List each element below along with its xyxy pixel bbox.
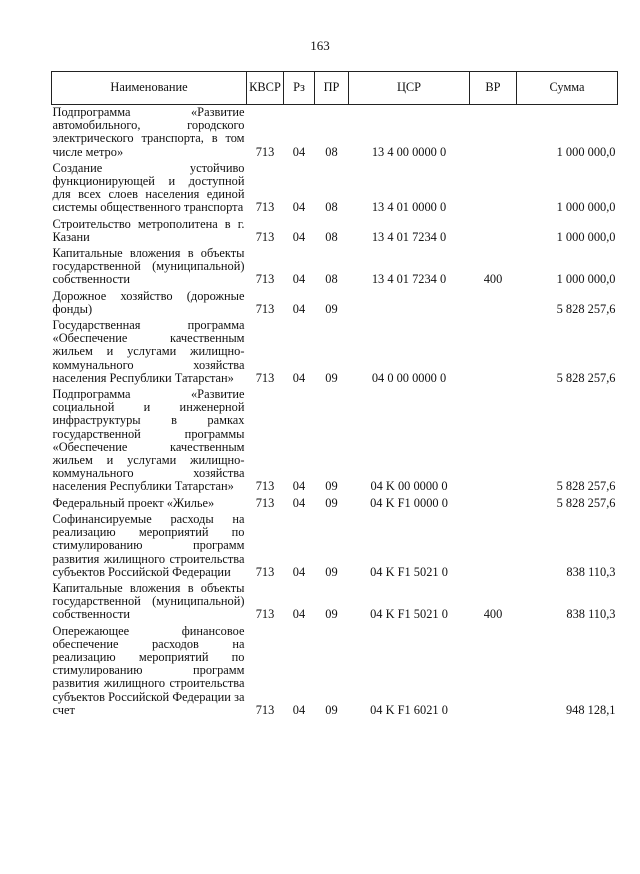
row-kvsr: 713 — [255, 272, 275, 287]
row-vr — [470, 318, 517, 387]
row-kvsr: 713 — [255, 607, 275, 622]
table-row — [52, 387, 618, 496]
row-rz: 04 — [292, 200, 306, 215]
table-row — [52, 161, 618, 217]
row-pr: 09 — [325, 301, 338, 316]
row-name: Создание устойчиво функционирующей и доступной для всех слоев населения единой системы общественного транспорта — [52, 160, 245, 215]
row-csr: 04 K 00 0000 0 — [370, 479, 448, 494]
row-kvsr: 713 — [255, 144, 275, 159]
row-pr: 09 — [325, 479, 338, 494]
row-name: Федеральный проект «Жилье» — [52, 495, 215, 510]
row-vr — [470, 624, 517, 719]
header-csr: ЦСР — [349, 72, 470, 105]
row-pr: 09 — [325, 370, 338, 385]
page-number: 163 — [310, 38, 330, 53]
row-kvsr: 713 — [255, 495, 275, 510]
row-sum: 838 110,3 — [566, 564, 616, 579]
row-pr: 09 — [325, 495, 338, 510]
row-sum: 5 828 257,6 — [556, 495, 616, 510]
table-row — [52, 217, 618, 246]
row-name: Подпрограмма «Развитие автомобильного, городского электрического транспорта, в том числе метро» — [52, 105, 245, 159]
row-vr — [470, 387, 517, 496]
header-vr: ВР — [470, 72, 517, 105]
row-sum: 5 828 257,6 — [556, 479, 616, 494]
row-kvsr: 713 — [255, 229, 275, 244]
row-kvsr: 713 — [255, 479, 275, 494]
row-vr — [470, 105, 517, 161]
row-name: Государственная программа «Обеспечение качественным жильем и услугами жилищно-коммунального хозяйства населения Республики Татарстан» — [52, 318, 245, 385]
table-row — [52, 289, 618, 318]
header-name: Наименование — [52, 72, 247, 105]
row-name: Опережающее финансовое обеспечение расходов на реализацию мероприятий по стимулированию программ развития жилищного строительства субъектов Российской Федерации за счет — [52, 623, 245, 717]
row-vr — [470, 217, 517, 246]
row-name: Строительство метрополитена в г. Казани — [52, 216, 245, 244]
row-vr — [470, 512, 517, 581]
table-row — [52, 581, 618, 624]
table-row — [52, 496, 618, 512]
row-name: Софинансируемые расходы на реализацию мероприятий по стимулированию программ развития жилищного строительства субъектов Российской Федерации — [52, 511, 245, 579]
row-pr: 09 — [325, 702, 338, 717]
row-kvsr: 713 — [255, 564, 275, 579]
row-name: Дорожное хозяйство (дорожные фонды) — [52, 288, 245, 316]
header-kvsr: КВСР — [247, 72, 284, 105]
row-rz: 04 — [292, 272, 306, 287]
row-rz: 04 — [292, 564, 306, 579]
row-pr: 08 — [325, 200, 338, 215]
row-vr: 400 — [483, 272, 503, 287]
row-rz: 04 — [292, 301, 306, 316]
row-pr: 08 — [325, 144, 338, 159]
row-sum: 1 000 000,0 — [556, 229, 616, 244]
row-kvsr: 713 — [255, 301, 275, 316]
row-rz: 04 — [292, 607, 306, 622]
row-csr: 04 K F1 5021 0 — [370, 607, 448, 622]
header-sum: Сумма — [517, 72, 618, 105]
table-row — [52, 512, 618, 581]
row-vr — [470, 161, 517, 217]
row-vr: 400 — [483, 607, 503, 622]
row-name: Капитальные вложения в объекты государственной (муниципальной) собственности — [52, 580, 245, 622]
row-csr: 13 4 01 7234 0 — [371, 229, 447, 244]
header-rz: Рз — [284, 72, 315, 105]
row-name: Подпрограмма «Развитие социальной и инженерной инфраструктуры в рамках государственной программы «Обеспечение качественным жильем и услугами жилищно-коммунального хозяйства населения Республики Татарстан» — [52, 387, 245, 494]
row-vr — [470, 496, 517, 512]
table-body — [52, 105, 618, 719]
table-header-row — [52, 72, 618, 105]
header-pr: ПР — [315, 72, 349, 105]
row-rz: 04 — [292, 229, 306, 244]
row-pr: 09 — [325, 607, 338, 622]
row-sum: 5 828 257,6 — [556, 370, 616, 385]
row-sum: 5 828 257,6 — [556, 301, 616, 316]
row-sum: 948 128,1 — [565, 702, 616, 717]
table-row — [52, 246, 618, 289]
row-kvsr: 713 — [255, 370, 275, 385]
row-rz: 04 — [292, 479, 306, 494]
row-rz: 04 — [292, 702, 306, 717]
row-csr: 04 0 00 0000 0 — [371, 370, 447, 385]
row-kvsr: 713 — [255, 200, 275, 215]
row-sum: 1 000 000,0 — [556, 200, 616, 215]
row-csr: 13 4 01 0000 0 — [371, 200, 447, 215]
table-row — [52, 624, 618, 719]
row-rz: 04 — [292, 370, 306, 385]
table-row — [52, 318, 618, 387]
row-csr: 04 K F1 5021 0 — [370, 564, 448, 579]
row-csr — [349, 289, 470, 318]
row-pr: 08 — [325, 229, 338, 244]
row-pr: 08 — [325, 272, 338, 287]
row-csr: 13 4 00 0000 0 — [371, 144, 447, 159]
row-kvsr: 713 — [255, 702, 275, 717]
row-vr — [470, 289, 517, 318]
row-rz: 04 — [292, 495, 306, 510]
row-name: Капитальные вложения в объекты государственной (муниципальной) собственности — [52, 246, 245, 287]
budget-table — [51, 71, 618, 719]
row-sum: 838 110,3 — [566, 607, 616, 622]
row-pr: 09 — [325, 564, 338, 579]
row-sum: 1 000 000,0 — [556, 272, 616, 287]
table-row — [52, 105, 618, 161]
row-sum: 1 000 000,0 — [556, 144, 616, 159]
row-csr: 04 K F1 6021 0 — [370, 702, 448, 717]
row-csr: 04 K F1 0000 0 — [370, 495, 448, 510]
row-rz: 04 — [292, 144, 306, 159]
row-csr: 13 4 01 7234 0 — [371, 272, 447, 287]
